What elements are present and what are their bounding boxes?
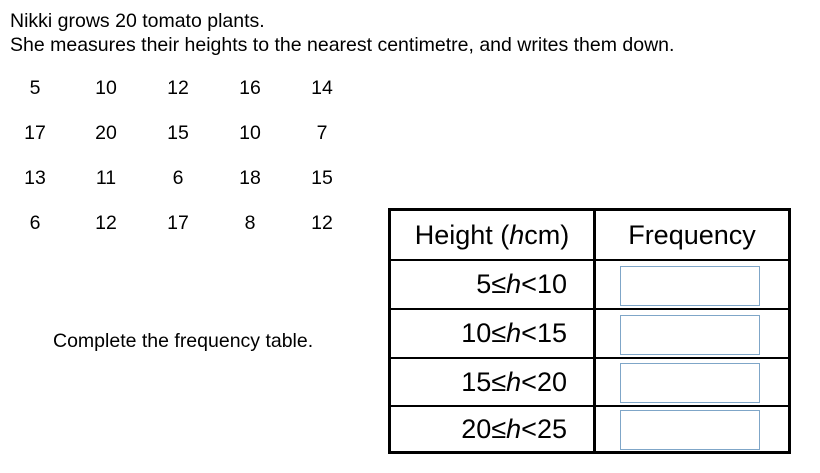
column-divider xyxy=(593,359,596,405)
height-value: 18 xyxy=(239,167,261,189)
table-row xyxy=(391,357,788,405)
class-lower-bound: 20 xyxy=(461,413,492,444)
height-header-unit: cm) xyxy=(524,219,570,250)
height-value: 12 xyxy=(95,212,117,234)
frequency-input-10-15[interactable] xyxy=(620,315,760,355)
height-value: 12 xyxy=(167,77,189,99)
height-variable: h xyxy=(506,413,522,444)
height-header-prefix: Height ( xyxy=(414,219,510,250)
height-value: 7 xyxy=(316,122,328,144)
less-or-equal-symbol: ≤ xyxy=(491,366,507,397)
height-value: 10 xyxy=(239,122,261,144)
less-or-equal-symbol: ≤ xyxy=(491,318,507,348)
frequency-input-20-25[interactable] xyxy=(620,410,760,450)
table-row xyxy=(391,308,788,357)
frequency-input-15-20[interactable] xyxy=(620,363,760,403)
class-lower-bound: 15 xyxy=(461,366,492,397)
height-value: 15 xyxy=(167,122,189,144)
intro-line-2: She measures their heights to the nearest centimetre, and writes them down. xyxy=(10,34,675,56)
height-value: 10 xyxy=(95,77,117,99)
instruction-text: Complete the frequency table. xyxy=(53,330,314,352)
heights-data-grid xyxy=(0,0,380,250)
table-row xyxy=(391,259,788,308)
intro-line-1: Nikki grows 20 tomato plants. xyxy=(10,10,265,32)
class-upper-bound: 25 xyxy=(536,413,567,444)
height-value: 6 xyxy=(172,167,184,189)
less-or-equal-symbol: ≤ xyxy=(491,413,507,444)
class-upper-bound: 10 xyxy=(536,269,567,299)
class-lower-bound: 10 xyxy=(461,318,492,348)
class-lower-bound: 5 xyxy=(476,269,492,299)
height-value: 14 xyxy=(311,77,333,99)
height-value: 17 xyxy=(167,212,189,234)
less-than-symbol: < xyxy=(521,366,537,397)
height-value: 12 xyxy=(311,212,333,234)
height-header-variable: h xyxy=(509,219,525,250)
frequency-input-5-10[interactable] xyxy=(620,266,760,306)
height-value: 17 xyxy=(24,122,46,144)
height-value: 16 xyxy=(239,77,261,99)
height-value: 6 xyxy=(29,212,41,234)
less-than-symbol: < xyxy=(521,413,537,444)
height-column-header xyxy=(391,211,593,259)
frequency-column-header: Frequency xyxy=(628,219,756,250)
height-value: 15 xyxy=(311,167,333,189)
column-divider xyxy=(593,407,596,451)
height-class-label xyxy=(391,310,593,357)
height-class-label xyxy=(391,407,593,451)
height-value: 8 xyxy=(244,212,256,234)
less-than-symbol: < xyxy=(521,269,537,299)
table-header-row xyxy=(391,211,788,259)
height-variable: h xyxy=(506,366,522,397)
height-variable: h xyxy=(506,269,522,299)
frequency-table xyxy=(388,208,791,454)
column-divider xyxy=(593,310,596,357)
class-upper-bound: 20 xyxy=(536,366,567,397)
less-than-symbol: < xyxy=(521,318,537,348)
height-class-label xyxy=(391,261,593,308)
height-value: 20 xyxy=(95,122,117,144)
less-or-equal-symbol: ≤ xyxy=(491,269,507,299)
column-divider xyxy=(593,261,596,308)
height-value: 11 xyxy=(95,167,117,189)
class-upper-bound: 15 xyxy=(536,318,567,348)
table-row xyxy=(391,405,788,451)
height-class-label xyxy=(391,359,593,405)
height-value: 5 xyxy=(29,77,41,99)
height-variable: h xyxy=(506,318,522,348)
height-value: 13 xyxy=(24,167,46,189)
